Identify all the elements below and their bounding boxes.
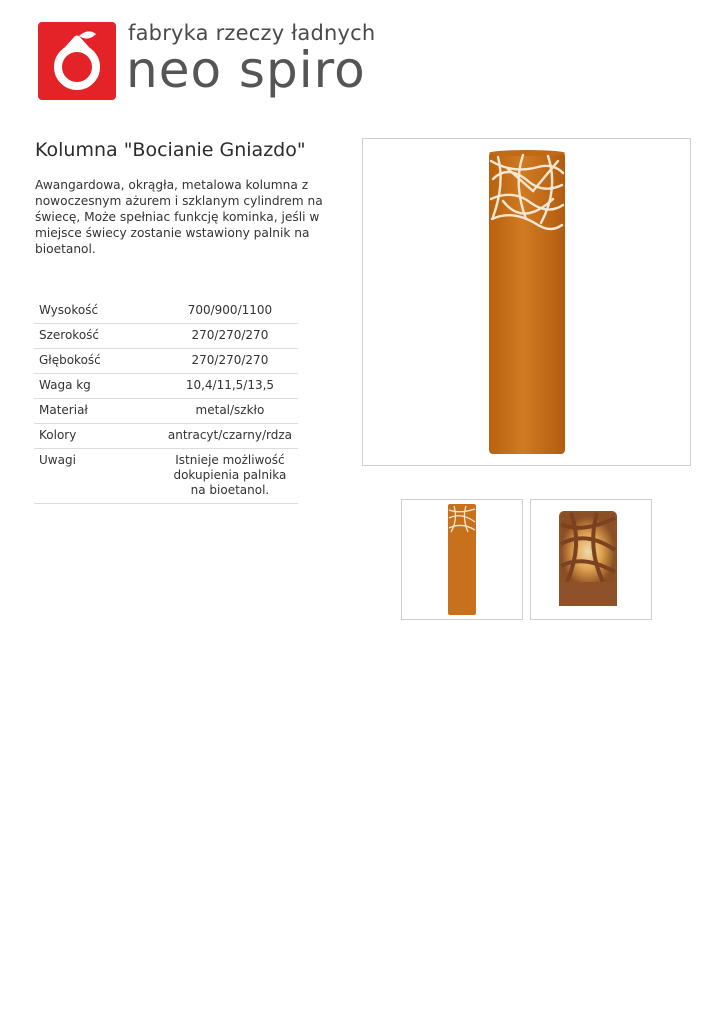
brand-name: neo spiro bbox=[126, 41, 366, 99]
brand-logo bbox=[38, 21, 376, 104]
spec-value: 270/270/270 bbox=[144, 349, 298, 374]
spec-value: antracyt/czarny/rdza bbox=[144, 424, 298, 449]
spec-row bbox=[34, 299, 298, 324]
spec-row bbox=[34, 399, 298, 424]
spec-row bbox=[34, 374, 298, 399]
spec-label: Waga kg bbox=[34, 374, 144, 399]
spec-value: Istnieje możliwość dokupienia palnika na bioetanol. bbox=[144, 449, 298, 504]
brand-tagline: fabryka rzeczy ładnych bbox=[128, 21, 376, 45]
spec-row bbox=[34, 449, 298, 504]
spec-label: Kolory bbox=[34, 424, 144, 449]
product-description: Awangardowa, okrągła, metalowa kolumna z nowoczesnym ażurem i szklanym cylindrem na świecę, Może spełniac funkcję kominka, jeśli w miejsce świecy zostanie wstawiony palnik na bioetanol. bbox=[35, 178, 323, 256]
product-title: Kolumna "Bocianie Gniazdo" bbox=[35, 139, 306, 161]
specs-table bbox=[34, 299, 298, 504]
spec-label: Głębokość bbox=[34, 349, 144, 374]
spec-value: 270/270/270 bbox=[144, 324, 298, 349]
spec-row bbox=[34, 349, 298, 374]
spec-value: 10,4/11,5/13,5 bbox=[144, 374, 298, 399]
spec-value: 700/900/1100 bbox=[144, 299, 298, 324]
spec-label: Szerokość bbox=[34, 324, 144, 349]
spec-label: Uwagi bbox=[34, 449, 144, 504]
spec-label: Materiał bbox=[34, 399, 144, 424]
thumbnail-lantern[interactable] bbox=[530, 499, 652, 620]
spec-row bbox=[34, 324, 298, 349]
spec-row bbox=[34, 424, 298, 449]
spec-label: Wysokość bbox=[34, 299, 144, 324]
spec-value: metal/szkło bbox=[144, 399, 298, 424]
thumbnail-column[interactable] bbox=[401, 499, 523, 620]
neo-spiro-logo-mark-icon bbox=[38, 22, 116, 100]
main-product-image bbox=[362, 138, 691, 466]
